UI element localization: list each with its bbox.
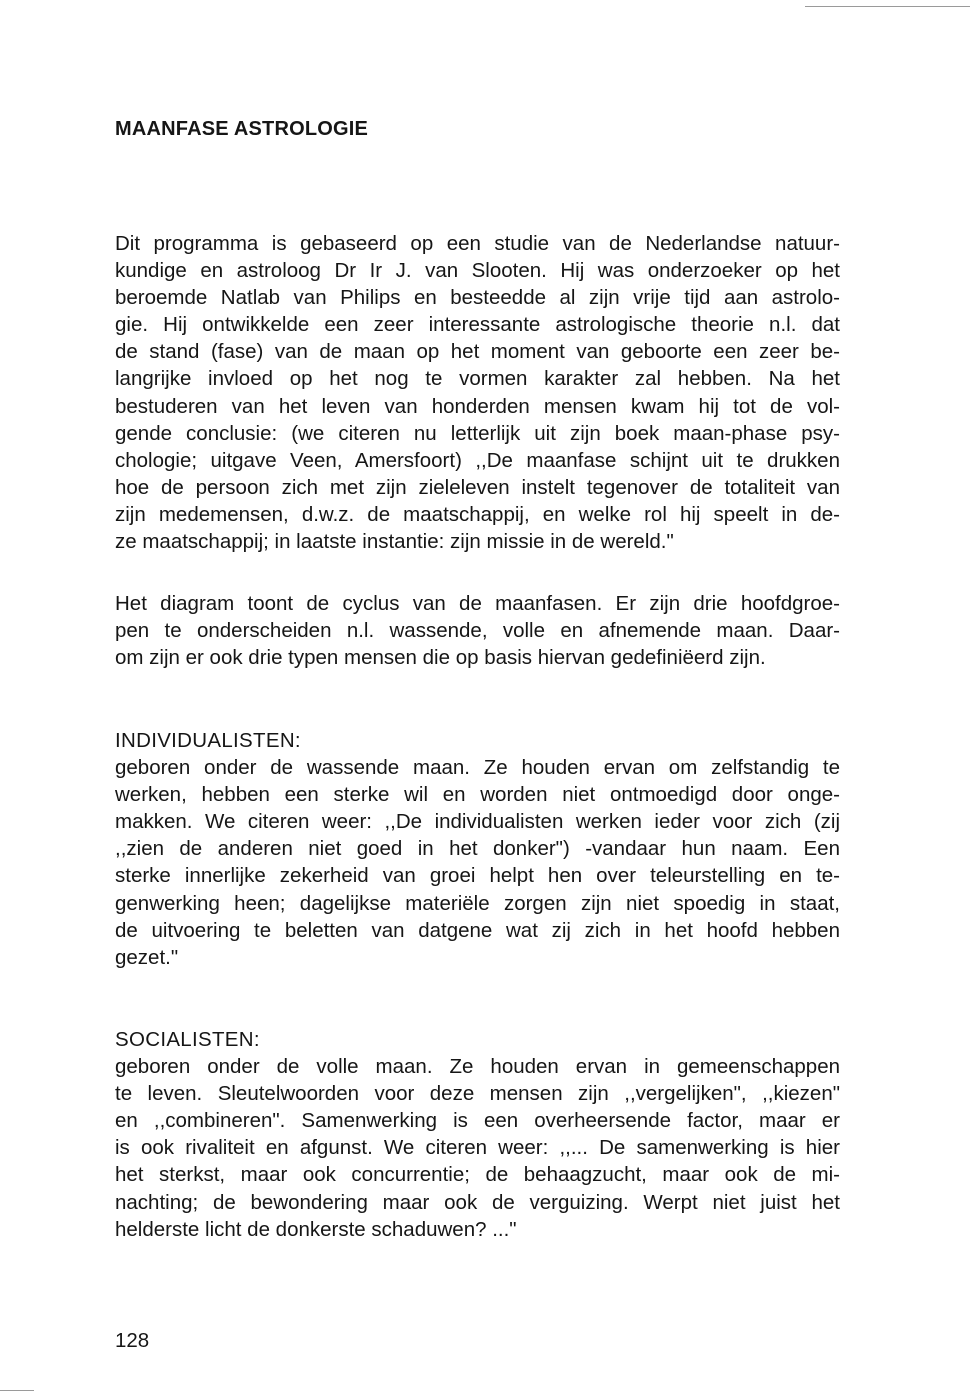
scan-edge-line <box>805 6 970 7</box>
text-line: het sterkst, maar ook concurrentie; de behaagzucht, maar ook de mi- <box>115 1163 840 1187</box>
text-line: geboren onder de volle maan. Ze houden ervan in gemeenschappen <box>115 1055 840 1079</box>
text-line: gezet." <box>115 945 179 969</box>
section-heading: INDIVIDUALISTEN: <box>115 729 301 752</box>
text-line: hoe de persoon zich met zijn zieleleven instelt tegenover de totaliteit van <box>115 475 840 499</box>
text-line: genwerking heen; dagelijkse materiële zorgen zijn niet spoedig in staat, <box>115 891 840 915</box>
intro-paragraph <box>115 230 840 555</box>
page-number: 128 <box>115 1329 150 1352</box>
text-line: om zijn er ook drie typen mensen die op basis hiervan gedefiniëerd zijn. <box>115 646 766 670</box>
diagram-paragraph <box>115 590 840 671</box>
text-line: de stand (fase) van de maan op het moment van geboorte een zeer be- <box>115 340 840 364</box>
text-line: bestuderen van het leven van honderden mensen kwam hij tot de vol- <box>115 394 840 418</box>
text-line: ,,zien de anderen niet goed in het donker") -vandaar hun naam. Een <box>115 837 840 861</box>
text-line: sterke innerlijke zekerheid van groei helpt hen over teleurstelling en te- <box>115 864 840 888</box>
text-line: beroemde Natlab van Philips en besteedde al zijn vrije tijd aan astrolo- <box>115 286 840 310</box>
section-heading: SOCIALISTEN: <box>115 1028 260 1051</box>
text-line: chologie; uitgave Veen, Amersfoort) ,,De maanfase schijnt uit te drukken <box>115 448 840 472</box>
text-line: werken, hebben een sterke wil en worden niet ontmoedigd door onge- <box>115 783 840 807</box>
text-line: ze maatschappij; in laatste instantie: zijn missie in de wereld." <box>115 530 674 554</box>
text-line: nachting; de bewondering maar ook de verguizing. Werpt niet juist het <box>115 1190 840 1214</box>
text-line: Het diagram toont de cyclus van de maanfasen. Er zijn drie hoofdgroe- <box>115 592 840 615</box>
text-line: gie. Hij ontwikkelde een zeer interessante astrologische theorie n.l. dat <box>115 313 840 337</box>
text-line: gende conclusie: (we citeren nu letterlijk uit zijn boek maan-phase psy- <box>115 421 840 445</box>
text-line: te leven. Sleutelwoorden voor deze mensen zijn ,,vergelijken", ,,kiezen" <box>115 1082 840 1106</box>
text-line: en ,,combineren". Samenwerking is een overheersende factor, maar er <box>115 1109 840 1133</box>
text-line: de uitvoering te beletten van datgene wat zij zich in het hoofd hebben <box>115 918 840 942</box>
text-line: kundige en astroloog Dr Ir J. van Slooten. Hij was onderzoeker op het <box>115 259 840 283</box>
socialisten-section <box>115 1026 840 1243</box>
individualisten-section <box>115 727 840 971</box>
text-line: makken. We citeren weer: ,,De individualisten werken ieder voor zich (zij <box>115 810 840 834</box>
text-line: zijn medemensen, d.w.z. de maatschappij, en welke rol hij speelt in de- <box>115 502 840 526</box>
text-line: langrijke invloed op het nog te vormen karakter zal hebben. Na het <box>115 367 840 391</box>
text-line: helderste licht de donkerste schaduwen? ..." <box>115 1217 517 1241</box>
text-line: is ook rivaliteit en afgunst. We citeren weer: ,,... De samenwerking is hier <box>115 1136 840 1160</box>
text-line: geboren onder de wassende maan. Ze houden ervan om zelfstandig te <box>115 756 840 780</box>
text-line: pen te onderscheiden n.l. wassende, volle en afnemende maan. Daar- <box>115 619 840 643</box>
page-title: MAANFASE ASTROLOGIE <box>115 118 369 140</box>
scan-edge-mark <box>0 1390 34 1391</box>
text-line: Dit programma is gebaseerd op een studie van de Nederlandse natuur- <box>115 232 840 255</box>
